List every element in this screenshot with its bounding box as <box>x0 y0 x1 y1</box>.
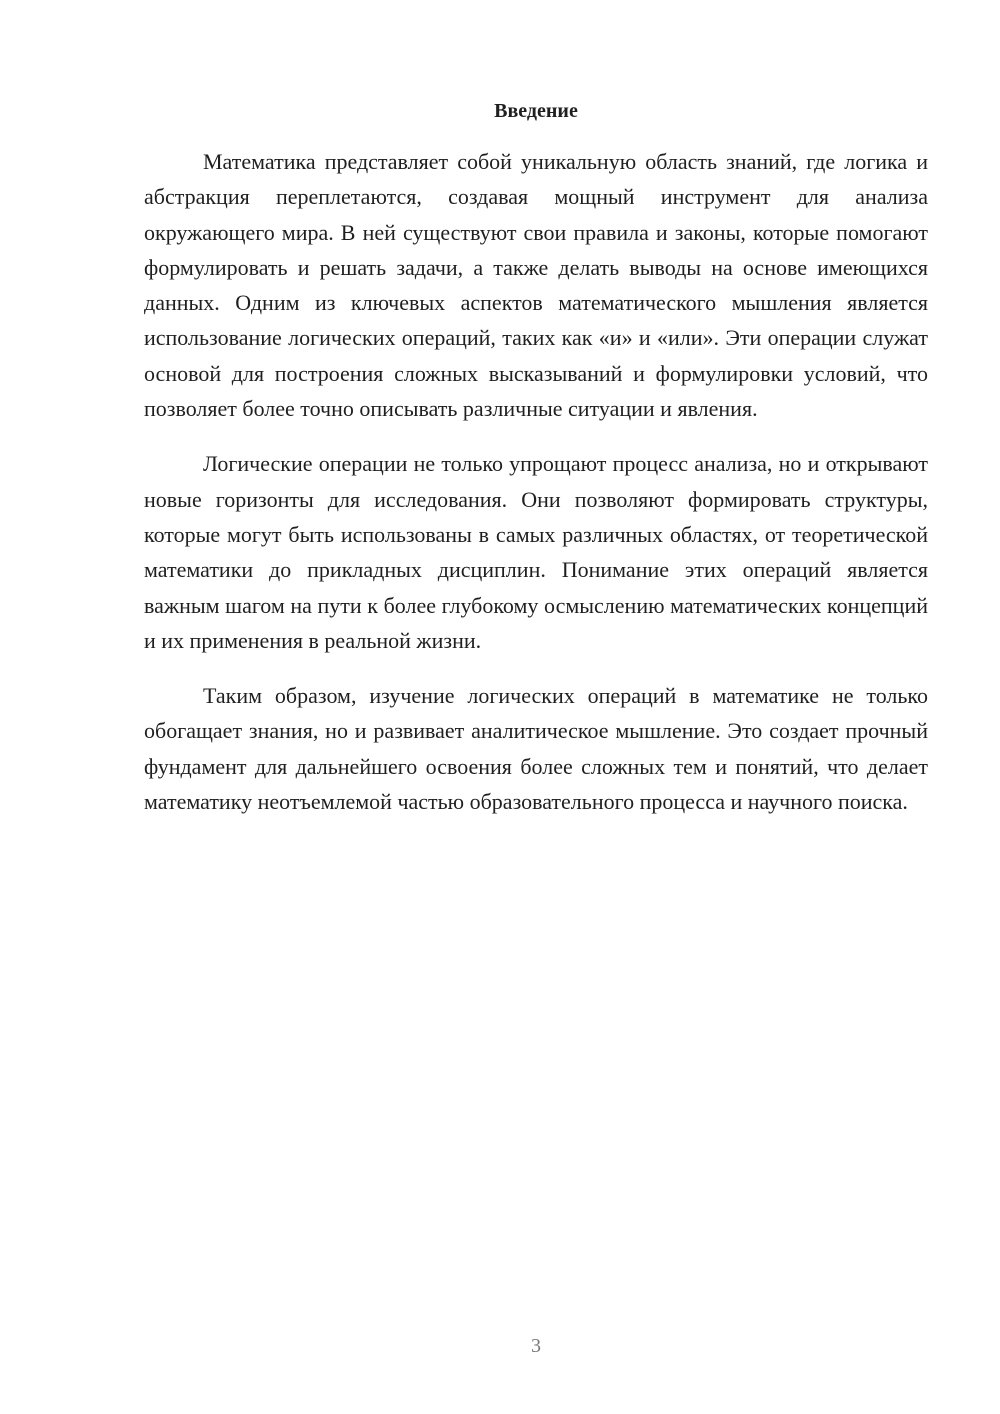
section-heading: Введение <box>494 100 578 122</box>
body-text <box>144 144 928 839</box>
paragraph-1: Математика представляет собой уникальную область знаний, где логика и абстракция переплетаются, создавая мощный инструмент для анализа окружающего мира. В ней существуют свои правила и законы, которые помогают формулировать и решать задачи, а также делать выводы на основе имеющихся данных. Одним из ключевых аспектов математического мышления является использование логических операций, таких как «и» и «или». Эти операции служат основой для построения сложных высказываний и формулировки условий, что позволяет более точно описывать различные ситуации и явления. <box>144 149 928 422</box>
page-number: 3 <box>531 1335 541 1357</box>
paragraph-2: Логические операции не только упрощают процесс анализа, но и открывают новые горизонты для исследования. Они позволяют формировать структуры, которые могут быть использованы в самых различных областях, от теоретической математики до прикладных дисциплин. Понимание этих операций является важным шагом на пути к более глубокому осмыслению математических концепций и их применения в реальной жизни. <box>144 451 928 653</box>
paragraph-3: Таким образом, изучение логических операций в математике не только обогащает знания, но и развивает аналитическое мышление. Это создает прочный фундамент для дальнейшего освоения более сложных тем и понятий, что делает математику неотъемлемой частью образовательного процесса и научного поиска. <box>144 683 928 815</box>
